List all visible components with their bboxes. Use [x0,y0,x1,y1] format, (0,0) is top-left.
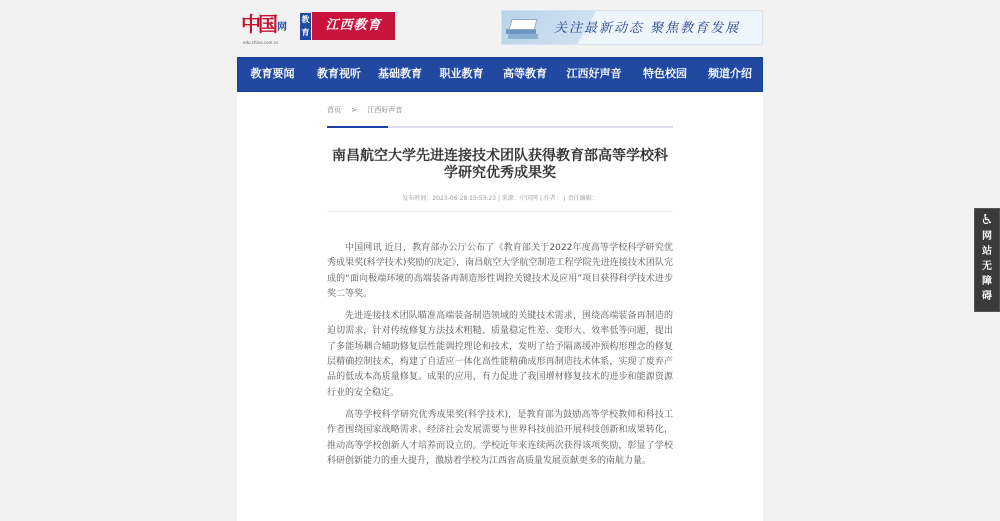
nav-item-vocational-edu[interactable]: 职业教育 [439,67,484,80]
article-paragraph: 先进连接技术团队瞄准高端装备制造领域的关键技术需求，围绕高端装备再制造的迫切需求，针对传统修复方法技术粗糙、质量稳定性差、变形大、效率低等问题，提出了多能场耦合辅助修复层性能调控理论和技术，发明了给予隔离缓冲预构形理念的修复层精确控制技术，构建了自适应一体化高性能精确成形再制造技术体系，实现了废弃产品的低成本高质量修复。成果的应用，有力促进了我国增材修复技术的进步和能源资源行业的安全稳定。 [327,311,673,398]
logo-china-url: edu.china.com.cn [243,40,279,45]
wheelchair-icon: ♿ [980,212,994,228]
breadcrumb-divider-accent [327,126,388,128]
article-paragraph: 高等学校科学研究优秀成果奖(科学技术)，是教育部为鼓励高等学校教师和科技工作者围绕国家战略需求、经济社会发展需要与世界科技前沿开展科技创新和成果转化，推动高等学校创新人才培养而设立的。学校近年来连续两次获得该项奖励，彰显了学校科研创新能力的重大提升，激励着学校为江西省高质量发展贡献更多的南航力量。 [327,409,673,466]
article-body [327,241,673,476]
accessibility-label: 网站无障碍 [982,231,992,302]
article-title: 南昌航空大学先进连接技术团队获得教育部高等学校科学研究优秀成果奖 [332,148,668,181]
accessibility-button[interactable] [974,208,1000,312]
china-net-logo[interactable] [241,12,295,45]
jiangxi-edu-logo[interactable]: 江西教育 [312,12,395,40]
article-container [237,92,763,521]
header-banner [501,10,763,45]
edu-tag-logo[interactable]: 教育 [300,13,311,40]
meta-divider [327,211,673,212]
nav-item-basic-edu[interactable]: 基础教育 [378,67,422,80]
logo-china-wang: 网 [277,22,287,33]
main-nav [237,57,763,92]
breadcrumb [327,105,410,115]
banner-slogan: 关注最新动态 聚焦教育发展 [554,21,741,36]
breadcrumb-current[interactable]: 江西好声音 [367,106,403,114]
article-meta: 发布时间：2023-06-28 15:53:23 | 来源：中国网 | 作者： | 责任编辑： [402,195,598,202]
site-header [237,0,763,57]
logo-china-mark: 中国 [241,12,275,36]
nav-item-higher-edu[interactable]: 高等教育 [503,67,547,80]
breadcrumb-separator: > [351,106,358,114]
article-paragraph: 中国网讯 近日，教育部办公厅公布了《教育部关于2022年度高等学校科学研究优秀成果奖(科学技术)奖励的决定》，南昌航空大学航空制造工程学院先进连接技术团队完成的“面向极端环境的高端装备再制造形性调控关键技术及应用”项目获得科学技术进步奖二等奖。 [327,243,673,299]
nav-item-channel-intro[interactable]: 频道介绍 [708,67,752,80]
book-icon [506,17,540,41]
breadcrumb-divider [327,126,673,128]
nav-item-campus[interactable]: 特色校园 [643,67,687,80]
breadcrumb-home[interactable]: 首页 [327,106,341,114]
nav-item-edu-av[interactable]: 教育视听 [317,67,361,80]
nav-item-jiangxi-voice[interactable]: 江西好声音 [566,67,622,80]
nav-item-edu-news[interactable]: 教育要闻 [250,67,295,80]
